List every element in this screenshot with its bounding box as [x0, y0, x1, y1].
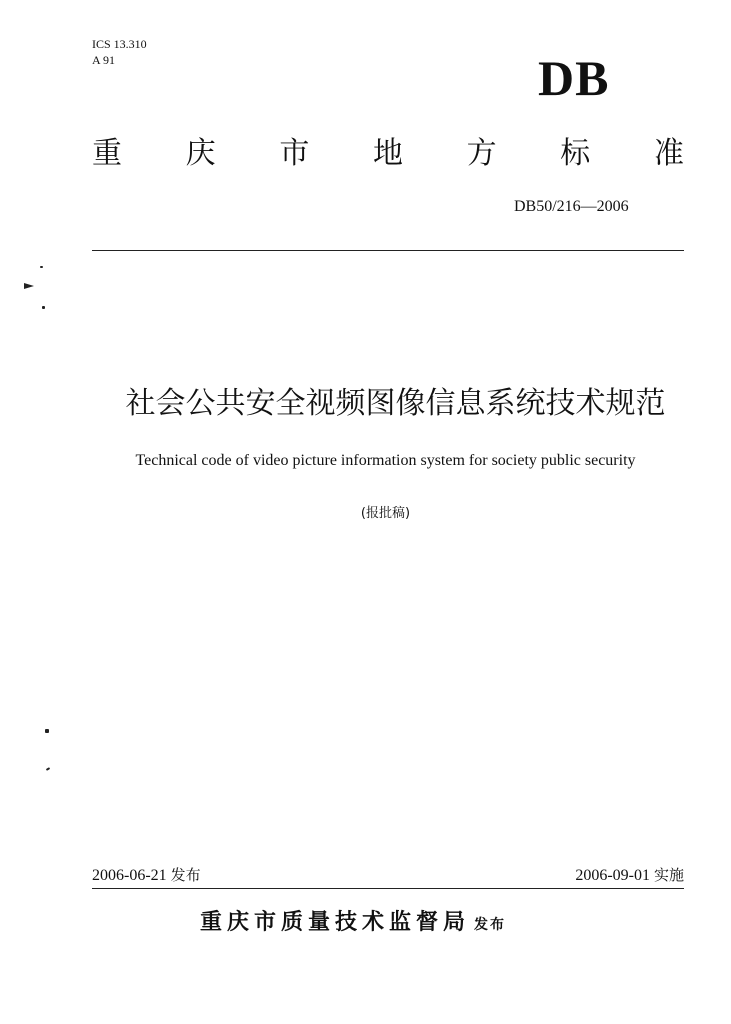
issue-label: 发布 [170, 866, 201, 884]
draft-note: (报批稿) [360, 506, 411, 521]
footer-divider [92, 888, 684, 889]
title-char: 标 [560, 136, 591, 171]
title-char: 庆 [185, 136, 216, 171]
standard-number: DB50/216—2006 [514, 198, 629, 215]
title-char: 准 [653, 136, 684, 171]
effective-date-line [514, 864, 684, 887]
document-title-en: Technical code of video picture information system for society public security [135, 452, 636, 469]
title-char: 市 [279, 136, 310, 171]
effective-label: 实施 [653, 866, 684, 884]
classification-code: A 91 [92, 53, 116, 67]
title-char: 重 [92, 136, 122, 171]
publisher-suffix: 发布 [474, 917, 507, 933]
scan-speck [45, 729, 49, 733]
publisher-name: 重庆市质量技术监督局 [200, 910, 471, 935]
title-char: 方 [466, 136, 497, 171]
db-logo: DB [538, 50, 610, 106]
scan-speck [40, 266, 43, 268]
ics-number: ICS 13.310 [92, 37, 147, 51]
issue-date-line [92, 864, 201, 887]
scan-speck [42, 306, 45, 309]
local-standard-title [92, 134, 684, 174]
title-char: 地 [372, 136, 403, 171]
header-divider [92, 250, 684, 251]
publisher-line [200, 907, 580, 941]
document-title-cn: 社会公共安全视频图像信息系统技术规范 [125, 386, 666, 421]
ics-code-block [92, 36, 147, 68]
effective-date: 2006-09-01 [575, 867, 650, 884]
scan-arrow-mark [24, 281, 36, 291]
scan-speck [46, 767, 50, 771]
issue-date: 2006-06-21 [92, 867, 167, 884]
